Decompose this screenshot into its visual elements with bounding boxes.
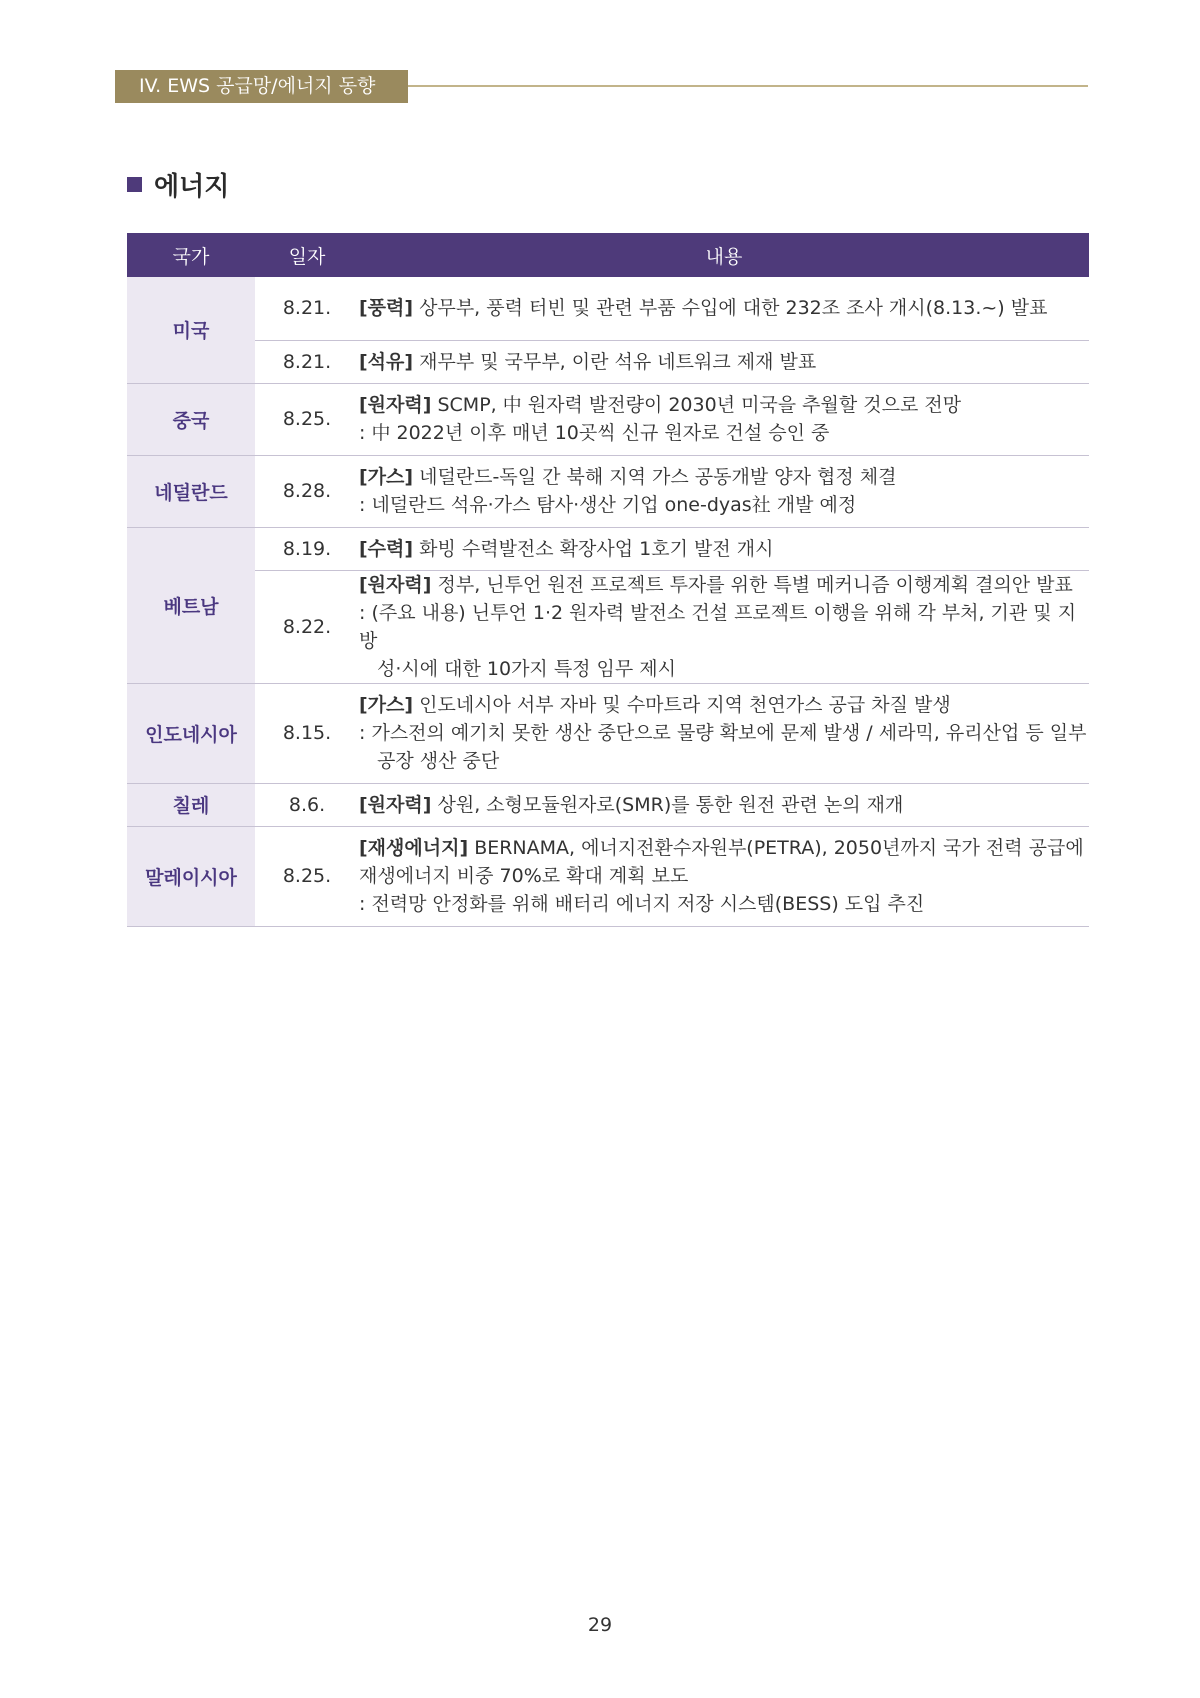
content-cell — [359, 783, 1089, 826]
country-cell: 인도네시아 — [127, 683, 255, 783]
content-line: 인도네시아 서부 자바 및 수마트라 지역 천연가스 공급 차질 발생 — [419, 694, 951, 716]
content-cell — [359, 340, 1089, 383]
date-cell: 8.25. — [255, 383, 359, 455]
country-cell: 베트남 — [127, 527, 255, 683]
content-line: : 네덜란드 석유·가스 탐사·생산 기업 one-dyas社 개발 예정 — [359, 494, 857, 516]
country-cell: 중국 — [127, 383, 255, 455]
category-tag: [풍력] — [359, 297, 414, 320]
content-line: 정부, 닌투언 원전 프로젝트 투자를 위한 특별 메커니즘 이행계획 결의안 발표 — [437, 573, 1073, 596]
content-cell — [359, 826, 1089, 926]
column-header-content: 내용 — [359, 233, 1089, 277]
column-header-date: 일자 — [255, 233, 359, 277]
content-cell — [359, 455, 1089, 527]
section-title: 에너지 — [154, 172, 230, 202]
table-row — [127, 826, 1089, 926]
date-cell: 8.6. — [255, 783, 359, 826]
content-cell — [359, 683, 1089, 783]
chapter-header-label: IV. EWS 공급망/에너지 동향 — [139, 75, 376, 97]
table-row — [127, 340, 1089, 383]
table-row — [127, 683, 1089, 783]
content-line: BERNAMA, 에너지전환수자원부(PETRA), 2050년까지 국가 전력 공급에 — [474, 837, 1084, 859]
table-row — [127, 383, 1089, 455]
category-tag: [재생에너지] — [359, 837, 469, 859]
energy-table — [127, 233, 1089, 927]
content-line: 상원, 소형모듈원자로(SMR)를 통한 원전 관련 논의 재개 — [437, 793, 904, 816]
content-line: 상무부, 풍력 터빈 및 관련 부품 수입에 대한 232조 조사 개시(8.13.~) 발표 — [419, 297, 1048, 320]
date-cell: 8.15. — [255, 683, 359, 783]
chapter-header — [115, 70, 408, 103]
header-rule — [408, 85, 1088, 87]
square-bullet-icon — [127, 177, 142, 192]
content-line: : (주요 내용) 닌투언 1·2 원자력 발전소 건설 프로젝트 이행을 위해 각 부처, 기관 및 지방 — [359, 601, 1077, 652]
category-tag: [가스] — [359, 466, 414, 488]
category-tag: [수력] — [359, 537, 414, 560]
content-line: SCMP, 中 원자력 발전량이 2030년 미국을 추월할 것으로 전망 — [437, 394, 962, 416]
category-tag: [가스] — [359, 694, 414, 716]
content-line: : 中 2022년 이후 매년 10곳씩 신규 원자로 건설 승인 중 — [359, 422, 830, 444]
content-cell — [359, 383, 1089, 455]
content-line: 공장 생산 중단 — [377, 750, 500, 772]
category-tag: [석유] — [359, 350, 414, 373]
column-header-country: 국가 — [127, 233, 255, 277]
table-row — [127, 277, 1089, 340]
content-cell — [359, 277, 1089, 340]
page-number: 29 — [587, 1614, 613, 1636]
section-heading — [127, 166, 229, 203]
category-tag: [원자력] — [359, 573, 432, 596]
date-cell: 8.21. — [255, 340, 359, 383]
country-cell: 미국 — [127, 277, 255, 383]
date-cell: 8.21. — [255, 277, 359, 340]
date-cell: 8.25. — [255, 826, 359, 926]
content-line: : 전력망 안정화를 위해 배터리 에너지 저장 시스템(BESS) 도입 추진 — [359, 893, 925, 915]
date-cell: 8.19. — [255, 527, 359, 570]
category-tag: [원자력] — [359, 793, 432, 816]
content-cell — [359, 570, 1089, 683]
table-row — [127, 527, 1089, 570]
table-row — [127, 455, 1089, 527]
table-row — [127, 783, 1089, 826]
table-row — [127, 570, 1089, 683]
content-line: : 가스전의 예기치 못한 생산 중단으로 물량 확보에 문제 발생 / 세라믹, 유리산업 등 일부 — [359, 722, 1087, 744]
country-cell: 말레이시아 — [127, 826, 255, 926]
country-cell: 네덜란드 — [127, 455, 255, 527]
content-line: 성·시에 대한 10가지 특정 임무 제시 — [377, 657, 677, 680]
country-cell: 칠레 — [127, 783, 255, 826]
date-cell: 8.28. — [255, 455, 359, 527]
category-tag: [원자력] — [359, 394, 432, 416]
table-header-row — [127, 233, 1089, 277]
content-line: 화빙 수력발전소 확장사업 1호기 발전 개시 — [419, 537, 774, 560]
content-line: 네덜란드-독일 간 북해 지역 가스 공동개발 양자 협정 체결 — [419, 466, 897, 488]
content-line: 재무부 및 국무부, 이란 석유 네트워크 제재 발표 — [419, 350, 817, 373]
content-cell — [359, 527, 1089, 570]
date-cell: 8.22. — [255, 570, 359, 683]
content-line: 재생에너지 비중 70%로 확대 계획 보도 — [359, 865, 689, 887]
